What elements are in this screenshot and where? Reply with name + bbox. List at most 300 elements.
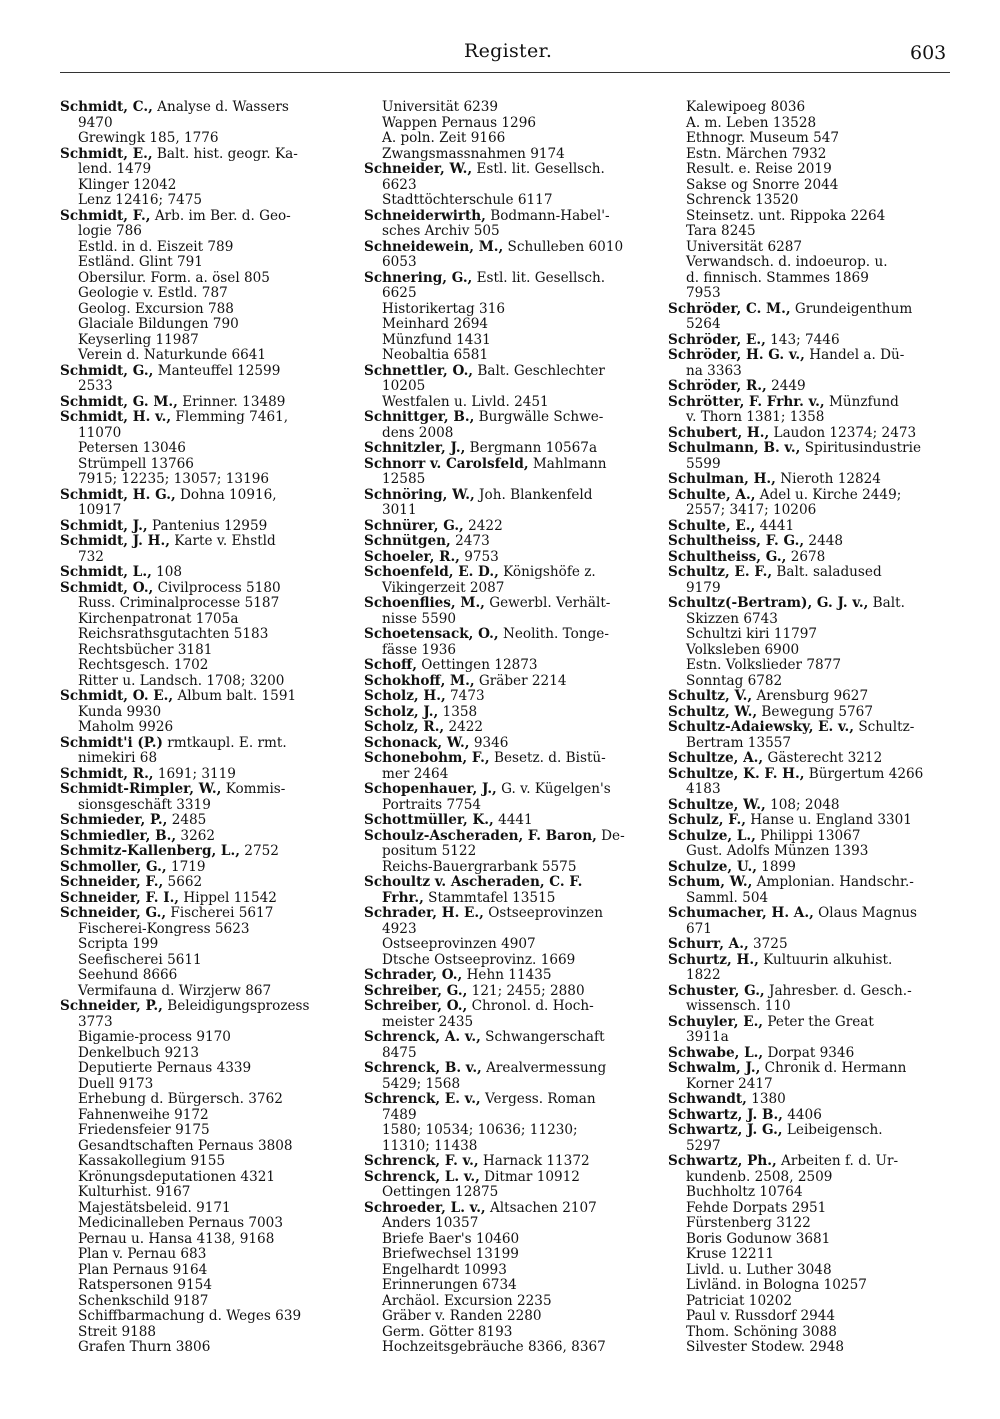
entry-text: 2449: [766, 379, 806, 394]
index-entry: [60, 147, 342, 163]
index-entry: [364, 829, 646, 845]
index-subentry: [668, 1247, 950, 1263]
entry-text: 2422: [444, 720, 484, 735]
index-subentry: [60, 1046, 342, 1062]
entry-text: Arensburg 9627: [752, 689, 869, 704]
entry-author: Schurtz, H.,: [668, 952, 759, 968]
entry-text: Jahresber. d. Gesch.-: [764, 983, 912, 999]
entry-text: Burgwälle Schwe-: [474, 410, 604, 425]
index-subentry: [364, 922, 646, 938]
entry-text: Schultz-: [854, 720, 915, 735]
index-subentry: [668, 1263, 950, 1279]
index-subentry: [60, 1278, 342, 1294]
index-subentry: [668, 240, 950, 256]
entry-text: Münzfund: [824, 394, 899, 410]
entry-text: Kruse 12211: [686, 1247, 774, 1262]
entry-text: 5599: [686, 456, 721, 472]
entry-author: Schultze, K. F. H.,: [668, 766, 805, 782]
index-subentry: [364, 302, 646, 318]
entry-author: Schwabe, L.,: [668, 1045, 764, 1061]
entry-text: Hehn 11435: [462, 968, 552, 983]
index-subentry: [364, 953, 646, 969]
index-entry: [364, 240, 646, 256]
entry-text: Königshöfe z.: [498, 565, 596, 580]
entry-text: Erinnerungen 6734: [382, 1278, 517, 1293]
index-entry: [364, 658, 646, 674]
entry-text: 6623: [382, 177, 417, 193]
index-subentry: [60, 751, 342, 767]
entry-text: Maholm 9926: [78, 720, 174, 735]
index-entry: [60, 534, 342, 550]
index-subentry: [60, 379, 342, 395]
index-subentry: [60, 503, 342, 519]
entry-text: Bergmann 10567a: [465, 441, 598, 456]
index-entry: [60, 782, 342, 798]
entry-author: Schrenck, B. v.,: [364, 1061, 482, 1076]
index-subentry: [364, 1309, 646, 1325]
index-entry: [364, 1201, 646, 1217]
entry-author: Schrötter, F. Frhr. v.,: [668, 394, 825, 410]
entry-author: Schottmüller, K.,: [364, 813, 494, 828]
entry-text: Volksleben 6900: [686, 642, 800, 658]
entry-text: Briefe Baer's 10460: [382, 1231, 520, 1247]
index-entry: [668, 348, 950, 364]
index-subentry: [668, 844, 950, 860]
entry-text: Schultzi kiri 11797: [686, 627, 818, 642]
entry-author: Schnütgen,: [364, 534, 451, 549]
index-entry: [668, 1092, 950, 1108]
entry-text: Vergess. Roman: [480, 1092, 596, 1107]
entry-text: Grewingk 185, 1776: [78, 131, 219, 146]
entry-text: 121; 2455; 2880: [467, 983, 585, 999]
entry-text: Arb. im Ber. d. Geo-: [150, 208, 291, 224]
entry-text: Plan Pernaus 9164: [78, 1262, 208, 1278]
header-rule: [60, 72, 950, 73]
index-entry: [668, 937, 950, 953]
entry-author: Schoff,: [364, 658, 417, 673]
entry-author: Schultz, W.,: [668, 704, 758, 720]
index-entry: [60, 813, 342, 829]
index-subentry: [60, 1015, 342, 1031]
entry-author: Schneider, P.,: [60, 999, 163, 1014]
entry-text: Geolog. Excursion 788: [78, 301, 234, 317]
index-subentry: [364, 100, 646, 116]
entry-text: Ethnogr. Museum 547: [686, 131, 840, 146]
entry-text: 6625: [382, 286, 417, 301]
index-entry: [668, 488, 950, 504]
entry-text: 3011: [382, 503, 417, 518]
index-column-2: [364, 100, 646, 1356]
entry-author: Schmoller, G.,: [60, 859, 167, 875]
entry-text: Gust. Adolfs Münzen 1393: [686, 844, 869, 859]
entry-author: Schmidt, O.,: [60, 580, 154, 596]
entry-author: Schwartz, J. G.,: [668, 1123, 783, 1138]
index-entry: [668, 441, 950, 457]
entry-text: dens 2008: [382, 425, 454, 441]
index-entry: [364, 410, 646, 426]
index-subentry: [364, 937, 646, 953]
index-entry: [364, 550, 646, 566]
index-subentry: [60, 1232, 342, 1248]
entry-text: Korner 2417: [686, 1076, 773, 1092]
entry-text: Seehund 8666: [78, 968, 178, 983]
index-entry: [668, 953, 950, 969]
entry-author: Schultz, E. F.,: [668, 565, 773, 580]
entry-text: Sonntag 6782: [686, 673, 783, 689]
entry-text: Leibeigensch.: [782, 1123, 883, 1138]
entry-text: Ratspersonen 9154: [78, 1278, 212, 1293]
entry-author: Schwandt,: [668, 1092, 747, 1107]
entry-text: Stammtafel 13515: [423, 890, 556, 906]
entry-text: Gästerecht 3212: [763, 751, 883, 766]
entry-text: Silvester Stodew. 2948: [686, 1340, 845, 1355]
index-subentry: [60, 302, 342, 318]
entry-text: Beleidigungsprozess: [162, 999, 310, 1014]
entry-author: Schröder, R.,: [668, 379, 767, 394]
index-subentry: [668, 1030, 950, 1046]
entry-text: Ditmar 10912: [479, 1169, 580, 1185]
index-entry: [60, 488, 342, 504]
index-subentry: [60, 1294, 342, 1310]
index-entry: [60, 100, 342, 116]
entry-author: Schmidt'i (P.): [60, 735, 163, 751]
entry-author: Schreiber, G.,: [364, 983, 468, 999]
entry-text: Mahlmann: [528, 456, 607, 472]
entry-text: Geologie v. Estld. 787: [78, 286, 228, 301]
entry-text: Plan v. Pernau 683: [78, 1247, 207, 1262]
entry-text: Duell 9173: [78, 1076, 154, 1092]
entry-text: Wappen Pernaus 1296: [382, 115, 537, 131]
entry-text: De-: [596, 828, 625, 844]
entry-author: Schulman, H.,: [668, 472, 776, 487]
entry-author: Schroeder, L. v.,: [364, 1200, 486, 1216]
entry-author: Schmidt, J.,: [60, 518, 148, 534]
index-subentry: [60, 224, 342, 240]
index-entry: [60, 906, 342, 922]
entry-author: Schonack, W.,: [364, 735, 470, 751]
index-entry: [668, 1061, 950, 1077]
index-entry: [364, 209, 646, 225]
entry-text: 5264: [686, 317, 721, 332]
index-entry: [668, 984, 950, 1000]
entry-text: 8475: [382, 1045, 417, 1061]
index-subentry: [60, 1154, 342, 1170]
index-entry: [364, 813, 646, 829]
entry-text: Album balt. 1591: [173, 689, 297, 704]
index-subentry: [60, 441, 342, 457]
index-subentry: [668, 1232, 950, 1248]
index-subentry: [60, 116, 342, 132]
index-entry: [60, 891, 342, 907]
entry-text: 1358: [438, 704, 478, 720]
entry-author: Schrenck, A. v.,: [364, 1030, 481, 1045]
entry-text: Balt. hist. geogr. Ka-: [152, 146, 298, 162]
entry-text: Krönungsdeputationen 4321: [78, 1169, 276, 1185]
entry-text: 3773: [78, 1014, 113, 1030]
entry-text: Gräber v. Randen 2280: [382, 1309, 542, 1324]
index-subentry: [668, 1077, 950, 1093]
index-entry: [668, 472, 950, 488]
index-subentry: [668, 457, 950, 473]
index-subentry: [668, 1309, 950, 1325]
entry-text: Paul v. Russdorf 2944: [686, 1309, 836, 1324]
entry-author: Scholz, R.,: [364, 720, 445, 735]
entry-author: Schmieder, P.,: [60, 813, 168, 828]
entry-text: 3911a: [686, 1030, 729, 1045]
index-subentry: [668, 1325, 950, 1341]
entry-text: Münzfund 1431: [382, 332, 491, 348]
entry-text: Portraits 7754: [382, 797, 482, 813]
entry-text: Skizzen 6743: [686, 611, 778, 627]
entry-text: Reichs-Bauergrarbank 5575: [382, 859, 577, 875]
index-subentry: [60, 472, 342, 488]
entry-text: Reichsrathsgutachten 5183: [78, 627, 269, 642]
index-subentry: [364, 1046, 646, 1062]
index-entry: [364, 968, 646, 984]
index-subentry: [668, 503, 950, 519]
index-subentry: [364, 1185, 646, 1201]
entry-text: Kultuurin alkuhist.: [758, 952, 893, 968]
entry-text: Grafen Thurn 3806: [78, 1340, 211, 1355]
index-subentry: [364, 1263, 646, 1279]
index-subentry: [668, 209, 950, 225]
index-subentry: [668, 782, 950, 798]
entry-author: Schultheiss, F. G.,: [668, 534, 805, 549]
index-entry: [668, 596, 950, 612]
entry-author: Schmidt, J. H.,: [60, 534, 170, 549]
index-entry: [364, 519, 646, 535]
entry-text: 108: [151, 565, 183, 580]
entry-text: sches Archiv 505: [382, 224, 500, 239]
entry-text: Klinger 12042: [78, 177, 177, 193]
entry-text: logie 786: [78, 224, 142, 239]
entry-text: Deputierte Pernaus 4339: [78, 1061, 252, 1076]
entry-text: Meinhard 2694: [382, 317, 489, 332]
index-subentry: [364, 472, 646, 488]
entry-text: G. v. Kügelgen's: [496, 782, 611, 797]
entry-text: Arbeiten f. d. Ur-: [776, 1154, 899, 1169]
index-entry: [668, 860, 950, 876]
entry-text: Estn. Märchen 7932: [686, 146, 827, 162]
entry-author: Schwalm, J.,: [668, 1061, 761, 1076]
index-subentry: [364, 193, 646, 209]
index-column-1: [60, 100, 342, 1356]
index-entry: [364, 674, 646, 690]
entry-text: mer 2464: [382, 766, 449, 782]
index-subentry: [60, 348, 342, 364]
index-subentry: [668, 643, 950, 659]
page-number: 603: [910, 42, 947, 64]
index-subentry: [668, 999, 950, 1015]
index-subentry: [60, 705, 342, 721]
index-entry: [60, 767, 342, 783]
entry-author: Scholz, H.,: [364, 689, 446, 704]
entry-author: Schröder, C. M.,: [668, 301, 791, 317]
entry-text: Erinner. 13489: [177, 394, 286, 410]
entry-text: Kommis-: [221, 782, 286, 797]
entry-text: Estld. in d. Eiszeit 789: [78, 239, 234, 255]
entry-text: Fahnenweihe 9172: [78, 1107, 209, 1123]
entry-text: Schenkschild 9187: [78, 1293, 209, 1309]
entry-text: d. finnisch. Stammes 1869: [686, 270, 869, 286]
entry-text: wissensch. 110: [686, 999, 791, 1014]
index-subentry: [668, 116, 950, 132]
index-entry: [60, 875, 342, 891]
index-subentry: [668, 224, 950, 240]
index-entry: [668, 1108, 950, 1124]
entry-author: Schultze, A.,: [668, 751, 764, 766]
index-entry: [668, 875, 950, 891]
entry-text: Handel a. Dü-: [804, 348, 905, 363]
index-subentry: [668, 410, 950, 426]
entry-author: Schultz-Adaiewsky, E. v.,: [668, 720, 854, 735]
index-subentry: [668, 612, 950, 628]
index-entry: [364, 488, 646, 504]
index-subentry: [364, 1139, 646, 1155]
entry-author: Schoenflies, M.,: [364, 596, 485, 611]
entry-text: Schiffbarmachung d. Weges 639: [78, 1309, 302, 1324]
entry-text: Friedensfeier 9175: [78, 1123, 210, 1138]
entry-text: Streit 9188: [78, 1324, 157, 1340]
entry-text: Livländ. in Bologna 10257: [686, 1278, 867, 1293]
index-entry: [668, 534, 950, 550]
entry-text: 1380: [746, 1092, 786, 1107]
entry-text: Balt.: [868, 596, 905, 611]
entry-text: Peter the Great: [763, 1014, 874, 1030]
index-subentry: [364, 581, 646, 597]
index-subentry: [364, 1278, 646, 1294]
index-entry: [364, 627, 646, 643]
index-subentry: [364, 426, 646, 442]
entry-text: Bürgertum 4266: [804, 766, 924, 782]
index-entry: [60, 689, 342, 705]
index-subentry: [668, 286, 950, 302]
entry-author: Schnürer, G.,: [364, 518, 464, 534]
entry-text: Estn. Volkslieder 7877: [686, 658, 841, 673]
index-subentry: [60, 1139, 342, 1155]
index-entry: [364, 875, 646, 891]
entry-text: A. poln. Zeit 9166: [382, 131, 506, 146]
entry-text: Gesandtschaften Pernaus 3808: [78, 1138, 293, 1154]
entry-text: Verwandsch. d. indoeurop. u.: [686, 255, 888, 270]
entry-text: Universität 6239: [382, 100, 499, 115]
index-entry: [60, 565, 342, 581]
entry-text: Petersen 13046: [78, 441, 186, 456]
entry-author: Schoenfeld, E. D.,: [364, 565, 499, 580]
index-subentry: [60, 643, 342, 659]
entry-text: Universität 6287: [686, 239, 803, 255]
index-subentry: [668, 891, 950, 907]
index-subentry: [364, 1077, 646, 1093]
entry-text: Ritter u. Landsch. 1708; 3200: [78, 673, 285, 689]
entry-text: 4406: [782, 1107, 822, 1123]
index-subentry: [364, 224, 646, 240]
entry-text: 12585: [382, 472, 426, 487]
index-subentry: [364, 798, 646, 814]
entry-author: Schmidt, O. E.,: [60, 689, 174, 704]
entry-text: A. m. Leben 13528: [686, 115, 817, 131]
entry-author: Schmidt, C.,: [60, 100, 153, 115]
entry-author: Schmidt-Rimpler, W.,: [60, 782, 222, 797]
index-subentry: [364, 612, 646, 628]
index-subentry: [364, 1325, 646, 1341]
index-subentry: [60, 1185, 342, 1201]
index-subentry: [60, 162, 342, 178]
entry-text: Tara 8245: [686, 224, 756, 239]
entry-text: Gewerbl. Verhält-: [484, 596, 611, 611]
entry-author: Schnitzler, J.,: [364, 441, 466, 456]
entry-text: Gräber 2214: [474, 673, 567, 689]
entry-text: 4441: [493, 813, 533, 828]
index-subentry: [60, 627, 342, 643]
entry-text: Buchholtz 10764: [686, 1185, 803, 1200]
index-subentry: [668, 162, 950, 178]
entry-text: Kunda 9930: [78, 704, 162, 720]
entry-text: na 3363: [686, 363, 742, 379]
entry-text: Kirchenpatronat 1705a: [78, 611, 239, 627]
entry-author: Schulte, E.,: [668, 518, 756, 534]
entry-text: Balt. saladused: [772, 565, 882, 580]
entry-text: Samml. 504: [686, 890, 769, 906]
entry-text: 3262: [176, 828, 216, 844]
index-subentry: [364, 348, 646, 364]
entry-author: Schmidt, H. v.,: [60, 410, 172, 425]
index-entry: [60, 736, 342, 752]
entry-text: 10205: [382, 379, 426, 394]
index-subentry: [60, 550, 342, 566]
index-subentry: [668, 1216, 950, 1232]
index-entry: [668, 689, 950, 705]
entry-text: Lenz 12416; 7475: [78, 193, 203, 208]
index-subentry: [60, 1108, 342, 1124]
entry-text: Hochzeitsgebräuche 8366, 8367: [382, 1340, 606, 1355]
index-entry: [364, 906, 646, 922]
index-entry: [668, 906, 950, 922]
entry-text: 2678: [786, 549, 826, 565]
index-subentry: [60, 596, 342, 612]
index-subentry: [364, 178, 646, 194]
index-subentry: [60, 1247, 342, 1263]
entry-text: Livld. u. Luther 3048: [686, 1262, 832, 1278]
entry-text: 2533: [78, 379, 113, 394]
index-entry: [364, 534, 646, 550]
index-subentry: [364, 255, 646, 271]
index-subentry: [60, 426, 342, 442]
index-entry: [668, 1154, 950, 1170]
entry-text: 5662: [163, 875, 203, 890]
entry-text: 2422: [463, 518, 503, 534]
entry-author: Schnittger, B.,: [364, 410, 475, 425]
entry-author: Schneidewein, M.,: [364, 239, 504, 255]
entry-text: Joh. Blankenfeld: [474, 487, 593, 503]
index-subentry: [668, 1201, 950, 1217]
entry-author: Schoulz-Ascheraden, F. Baron,: [364, 828, 597, 844]
index-entry: [60, 519, 342, 535]
index-subentry: [364, 503, 646, 519]
index-subentry: [60, 1309, 342, 1325]
entry-text: Oettingen 12875: [382, 1185, 499, 1200]
index-entry: [364, 689, 646, 705]
entry-text: Dohna 10916,: [175, 487, 277, 503]
entry-author: Schoetensack, O.,: [364, 627, 499, 642]
index-entry: [668, 813, 950, 829]
entry-text: 1580; 10534; 10636; 11230;: [382, 1123, 578, 1138]
entry-text: Briefwechsel 13199: [382, 1247, 519, 1262]
entry-text: Keyserling 11987: [78, 332, 199, 348]
index-subentry: [668, 131, 950, 147]
entry-author: Schumacher, H. A.,: [668, 906, 814, 921]
entry-text: 5297: [686, 1138, 721, 1154]
